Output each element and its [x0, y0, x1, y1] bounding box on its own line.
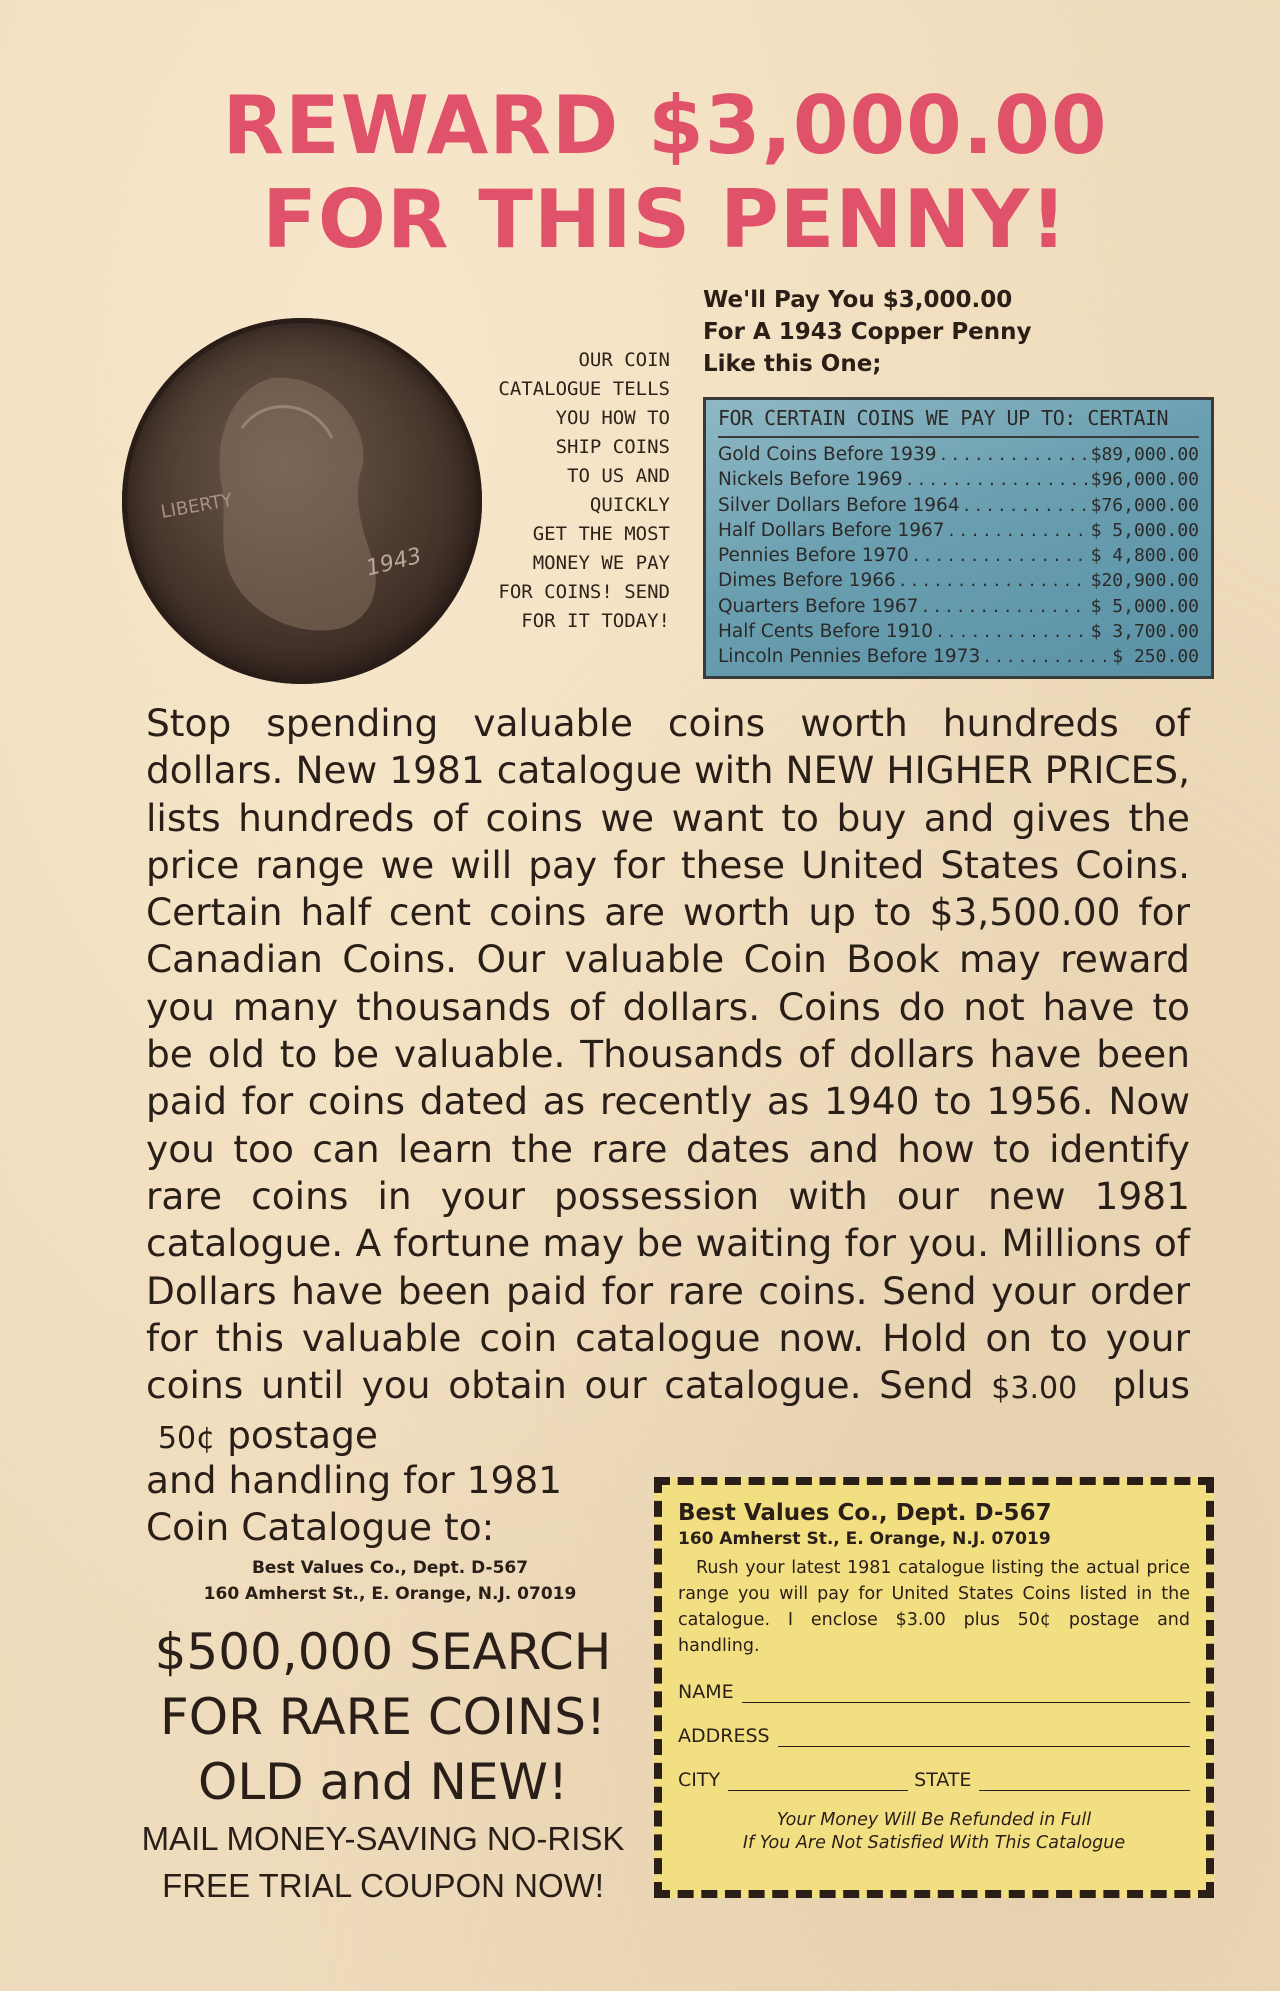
blurb-line: TO US AND [567, 465, 670, 487]
city-label: CITY [678, 1769, 721, 1791]
offer-line: Like this One; [703, 351, 882, 377]
coupon-address: 160 Amherst St., E. Orange, N.J. 07019 [678, 1529, 1051, 1549]
body-text: Stop spending valuable coins worth hundreds of dollars. New 1981 catalogue with NEW HIGHER PRICES, lists hundreds of coins we want to buy and gives the price range we will pay for these United States Coins. Certain half cent coins are worth up to $3,500.00 for Canadian Coins. Our valuable Coin Book may reward you many thousands of dollars. Coins do not have to be old to be valuable. Thousands of dollars have been paid for coins dated as recently as 1940 to 1956. Now you too can learn the rare dates and how to identify rare coins in your possession with our new 1981 catalogue. A fortune may be waiting for you. Millions of Dollars have been paid for rare coins. Send your order for this valuable coin catalogue now. Hold on to your coins until you obtain our catalogue. Send [146, 701, 1190, 1408]
price-label: Silver Dollars Before 1964 [718, 494, 960, 516]
order-line: Coin Catalogue to: [146, 1505, 495, 1550]
guarantee-line: Your Money Will Be Refunded in Full [776, 1810, 1092, 1830]
mailing-address [165, 1555, 615, 1607]
address-line[interactable] [778, 1732, 1190, 1747]
offer-text [703, 284, 1032, 380]
search-banner [118, 1620, 648, 1909]
name-line[interactable] [742, 1688, 1190, 1703]
coupon-company: Best Values Co., Dept. D-567 [678, 1500, 1052, 1526]
body-copy [146, 700, 1190, 1463]
postage-amount: 50¢ [157, 1421, 216, 1457]
order-coupon [654, 1477, 1214, 1898]
name-field[interactable] [678, 1681, 1190, 1703]
price-label: Dimes Before 1966 [718, 570, 896, 592]
price-amount: $ 250.00 [1112, 646, 1199, 668]
price-amount: $ 3,700.00 [1090, 621, 1199, 643]
blurb-line: MONEY WE PAY [532, 552, 670, 574]
price-row [718, 594, 1199, 619]
coupon-text: Rush your latest 1981 catalogue listing the actual price range you will pay for United States Coins listed in the catalogue. I enclose $3.00 plus 50¢ postage and handling. [678, 1558, 1190, 1656]
price-row [718, 543, 1199, 568]
state-line[interactable] [979, 1776, 1190, 1791]
price-row [718, 568, 1199, 593]
guarantee-line: If You Are Not Satisfied With This Catalogue [742, 1833, 1126, 1853]
company-name: Best Values Co., Dept. D-567 [251, 1558, 529, 1578]
price-amount: $76,000.00 [1090, 494, 1199, 516]
address-label: ADDRESS [678, 1725, 770, 1747]
headline-reward: REWARD $3,000.00 [222, 79, 1108, 172]
price-label: Half Cents Before 1910 [718, 621, 934, 643]
blurb-line: SHIP COINS [555, 436, 670, 458]
search-line: FREE TRIAL COUPON NOW! [162, 1867, 604, 1904]
price-row [718, 644, 1199, 669]
price-row [718, 442, 1199, 467]
city-line[interactable] [728, 1776, 908, 1791]
guarantee [678, 1809, 1190, 1855]
coin-date: 1943 [363, 543, 425, 582]
price-row [718, 493, 1199, 518]
city-state-field[interactable] [678, 1769, 1190, 1791]
street-address: 160 Amherst St., E. Orange, N.J. 07019 [203, 1584, 577, 1604]
catalogue-price: $3.00 [991, 1371, 1078, 1407]
blurb-line: OUR COIN [578, 349, 670, 371]
price-row [718, 467, 1199, 492]
plus-word: plus [1112, 1363, 1191, 1408]
headline-penny: FOR THIS PENNY! [262, 173, 1068, 266]
blurb-line: GET THE MOST [532, 523, 670, 545]
price-label: Half Dollars Before 1967 [718, 519, 945, 541]
price-row [718, 518, 1199, 543]
search-line: MAIL MONEY-SAVING NO-RISK [141, 1820, 625, 1857]
price-amount: $96,000.00 [1090, 469, 1199, 491]
price-amount: $ 4,800.00 [1090, 545, 1199, 567]
svg-text:LIBERTY: LIBERTY [159, 489, 235, 523]
blurb-line: FOR IT TODAY! [521, 610, 670, 632]
penny-image [122, 318, 482, 684]
search-line: $500,000 SEARCH [154, 1623, 612, 1681]
offer-line: We'll Pay You $3,000.00 [703, 287, 1013, 313]
blurb-line: QUICKLY [589, 494, 670, 516]
blurb-line: YOU HOW TO [555, 407, 670, 429]
price-amount: $20,900.00 [1090, 570, 1199, 592]
price-label: Lincoln Pennies Before 1973 [718, 646, 981, 668]
price-label: Pennies Before 1970 [718, 545, 909, 567]
name-label: NAME [678, 1681, 734, 1703]
price-amount: $ 5,000.00 [1090, 519, 1199, 541]
offer-line: For A 1943 Copper Penny [703, 319, 1032, 345]
order-line: and handling for 1981 [146, 1458, 563, 1502]
catalogue-blurb [450, 346, 670, 636]
price-label: Nickels Before 1969 [718, 469, 903, 491]
price-amount: $ 5,000.00 [1090, 595, 1199, 617]
order-to [146, 1457, 562, 1552]
price-table-title: FOR CERTAIN COINS WE PAY UP TO: CERTAIN [718, 406, 1199, 438]
price-row [718, 619, 1199, 644]
search-line: OLD and NEW! [197, 1753, 569, 1811]
lincoln-profile-icon [122, 318, 482, 684]
price-amount: $89,000.00 [1090, 444, 1199, 465]
state-label: STATE [914, 1769, 972, 1791]
address-field[interactable] [678, 1725, 1190, 1747]
blurb-line: FOR COINS! SEND [498, 581, 670, 603]
blurb-line: CATALOGUE TELLS [498, 378, 670, 400]
price-label: Quarters Before 1967 [718, 595, 919, 617]
price-table [703, 397, 1214, 679]
search-line: FOR RARE COINS! [159, 1688, 607, 1746]
postage-word: postage [227, 1413, 378, 1458]
price-label: Gold Coins Before 1939 [718, 444, 937, 465]
